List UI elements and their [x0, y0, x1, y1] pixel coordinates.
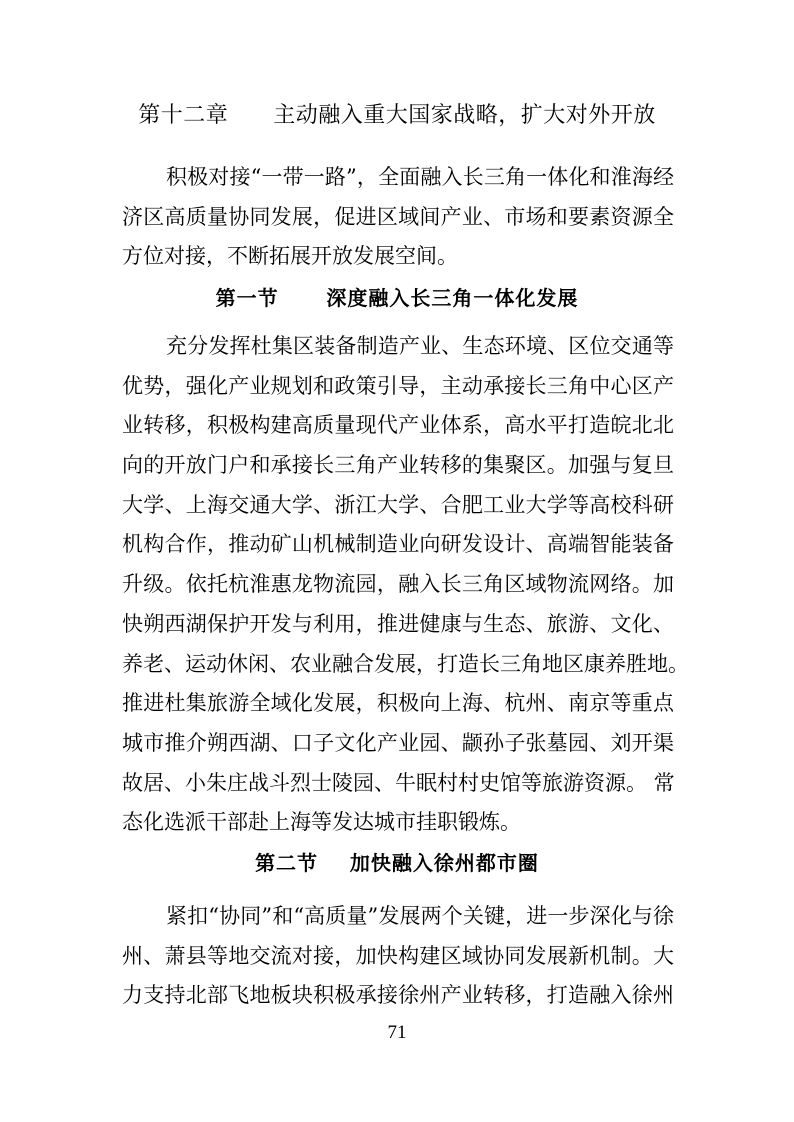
paragraph-line: 济区高质量协同发展，促进区域间产业、市场和要素资源全	[122, 204, 674, 229]
paragraph-line: 态化选派干部赴上海等发达城市挂职锻炼。	[122, 810, 521, 835]
paragraph-line: 力支持北部飞地板块积极承接徐州产业转移，打造融入徐州	[122, 983, 674, 1008]
chapter-title: 第十二章 主动融入重大国家战略，扩大对外开放	[138, 103, 656, 128]
paragraph-line: 紧扣“协同”和“高质量”发展两个关键，进一步深化与徐	[166, 904, 674, 928]
paragraph-line: 州、萧县等地交流对接，加快构建区域协同发展新机制。大	[122, 943, 674, 968]
section-title-2: 第二节 加快融入徐州都市圈	[255, 851, 539, 875]
paragraph-line: 故居、小朱庄战斗烈士陵园、牛眠村村史馆等旅游资源。 常	[122, 770, 675, 795]
page-number: 71	[387, 1022, 407, 1043]
section-title-1: 第一节 深度融入长三角一体化发展	[215, 286, 579, 310]
intro-paragraph	[122, 158, 674, 277]
paragraph-line: 养老、运动休闲、农业融合发展，打造长三角地区康养胜地。	[122, 651, 689, 676]
paragraph-line: 积极对接“一带一路”，全面融入长三角一体化和淮海经	[166, 165, 674, 189]
paragraph-line: 业转移，积极构建高质量现代产业体系，高水平打造皖北北	[122, 413, 674, 438]
paragraph-line: 城市推介朔西湖、口子文化产业园、颛孙子张墓园、刘开渠	[122, 730, 674, 755]
paragraph-line: 机构合作，推动矿山机械制造业向研发设计、高端智能装备	[122, 532, 674, 557]
paragraph-line: 大学、上海交通大学、浙江大学、合肥工业大学等高校科研	[122, 492, 674, 517]
paragraph-line: 优势，强化产业规划和政策引导，主动承接长三角中心区产	[122, 373, 674, 398]
paragraph-line: 升级。依托杭淮惠龙物流园，融入长三角区域物流网络。加	[122, 572, 674, 597]
paragraph-line: 充分发挥杜集区装备制造产业、生态环境、区位交通等	[166, 334, 674, 358]
paragraph-line: 向的开放门户和承接长三角产业转移的集聚区。加强与复旦	[122, 453, 674, 478]
section-2-paragraph	[122, 897, 674, 1016]
section-1-paragraph	[122, 327, 689, 843]
paragraph-line: 快朔西湖保护开发与利用，推进健康与生态、旅游、文化、	[122, 611, 674, 636]
paragraph-line: 方位对接，不断拓展开放发展空间。	[122, 244, 458, 269]
paragraph-line: 推进杜集旅游全域化发展，积极向上海、杭州、南京等重点	[122, 691, 674, 716]
